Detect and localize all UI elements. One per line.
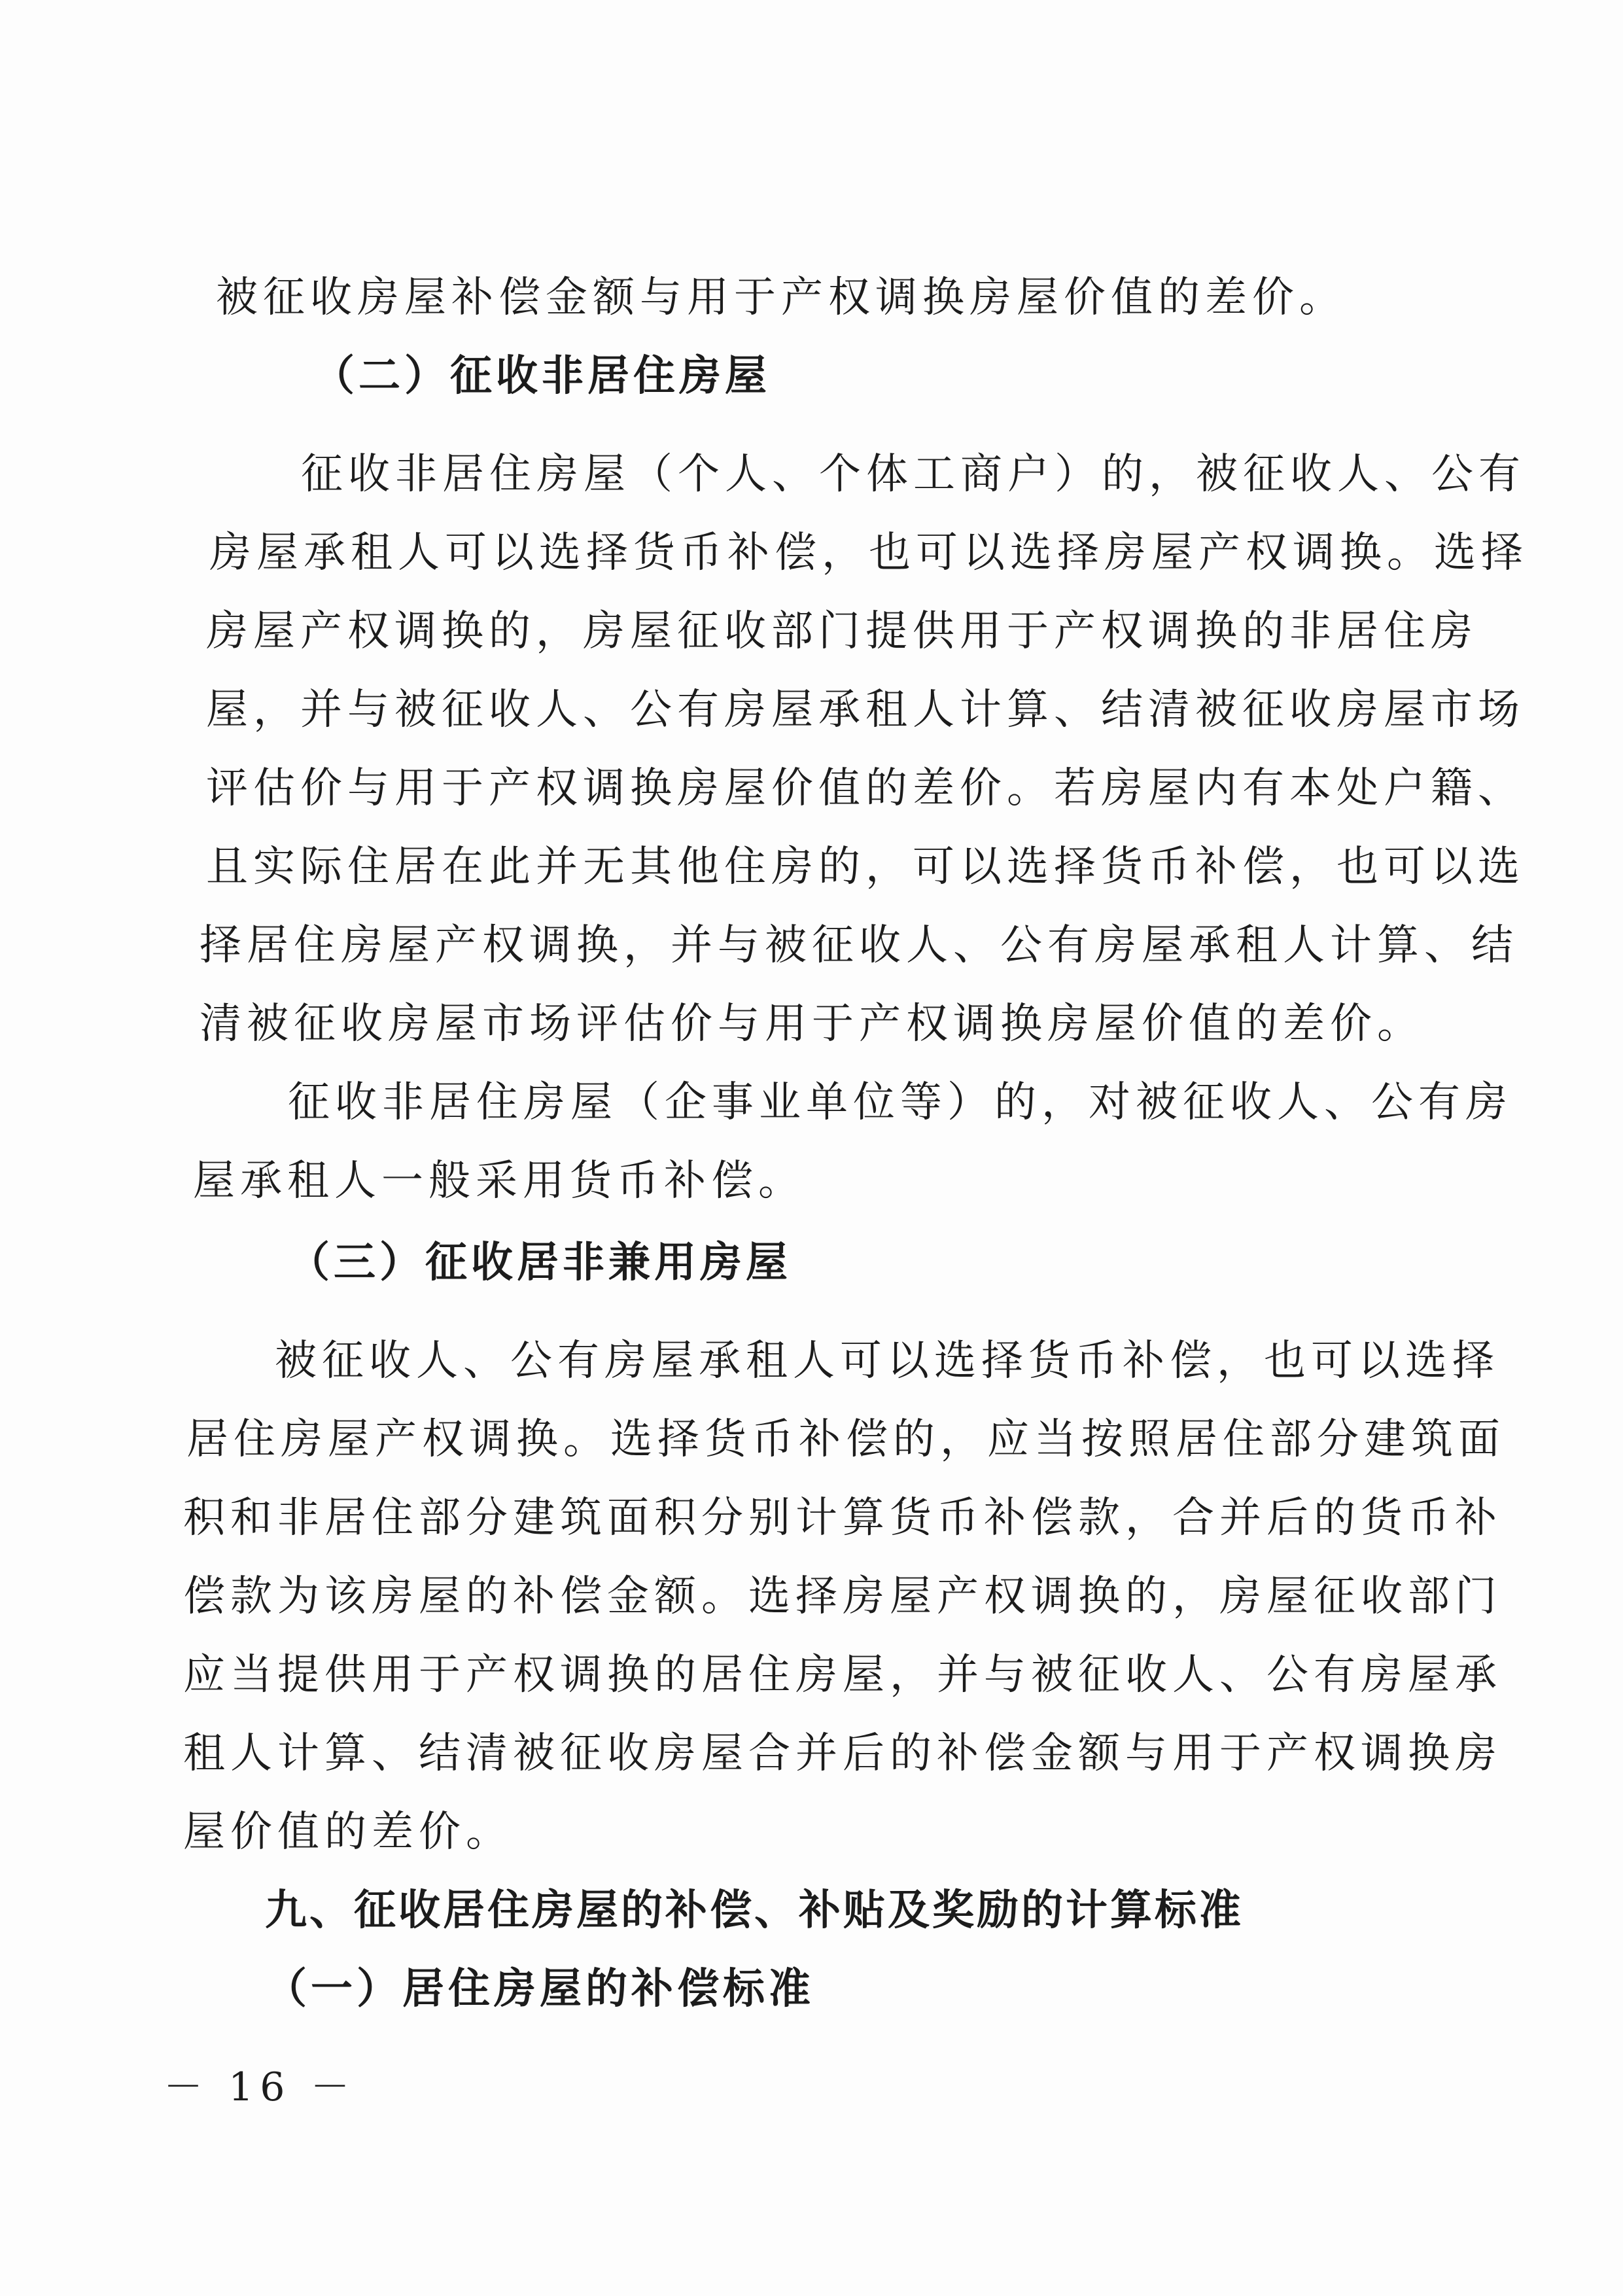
chapter-heading: 九、征收居住房屋的补偿、补贴及奖励的计算标准 xyxy=(265,1886,1244,1935)
paragraph-line: 积和非居住部分建筑面积分别计算货币补偿款，合并后的货币补 xyxy=(183,1494,1502,1542)
paragraph-line: 评估价与用于产权调换房屋价值的差价。若房屋内有本处户籍、 xyxy=(206,764,1525,813)
paragraph-line: 屋价值的差价。 xyxy=(183,1808,513,1856)
paragraph-line: 屋承租人一般采用货币补偿。 xyxy=(193,1157,805,1205)
section-heading: （一）居住房屋的补偿标准 xyxy=(265,1965,814,2013)
paragraph-line: 偿款为该房屋的补偿金额。选择房屋产权调换的，房屋征收部门 xyxy=(183,1572,1502,1621)
section-heading: （二）征收非居住房屋 xyxy=(313,352,771,400)
paragraph-line: 被征收人、公有房屋承租人可以选择货币补偿，也可以选择 xyxy=(275,1337,1499,1385)
paragraph-line: 征收非居住房屋（企事业单位等）的，对被征收人、公有房 xyxy=(288,1078,1512,1127)
page-number: － 16 － xyxy=(164,2064,357,2110)
paragraph-line: 被征收房屋补偿金额与用于产权调换房屋价值的差价。 xyxy=(216,274,1346,322)
paragraph-line: 租人计算、结清被征收房屋合并后的补偿金额与用于产权调换房 xyxy=(183,1729,1502,1778)
paragraph-line: 房屋产权调换的，房屋征收部门提供用于产权调换的非居住房 xyxy=(206,607,1478,656)
paragraph-line: 征收非居住房屋（个人、个体工商户）的，被征收人、公有 xyxy=(301,450,1526,499)
paragraph-line: 居住房屋产权调换。选择货币补偿的，应当按照居住部分建筑面 xyxy=(186,1415,1505,1464)
paragraph-line: 清被征收房屋市场评估价与用于产权调换房屋价值的差价。 xyxy=(200,1000,1424,1048)
paragraph-line: 屋，并与被征收人、公有房屋承租人计算、结清被征收房屋市场 xyxy=(206,686,1525,734)
paragraph-line: 择居住房屋产权调换，并与被征收人、公有房屋承租人计算、结 xyxy=(200,921,1518,970)
paragraph-line: 且实际住居在此并无其他住房的，可以选择货币补偿，也可以选 xyxy=(206,843,1525,891)
paragraph-line: 房屋承租人可以选择货币补偿，也可以选择房屋产权调换。选择 xyxy=(209,529,1528,577)
section-heading: （三）征收居非兼用房屋 xyxy=(288,1239,792,1287)
paragraph-line: 应当提供用于产权调换的居住房屋，并与被征收人、公有房屋承 xyxy=(183,1651,1502,1699)
